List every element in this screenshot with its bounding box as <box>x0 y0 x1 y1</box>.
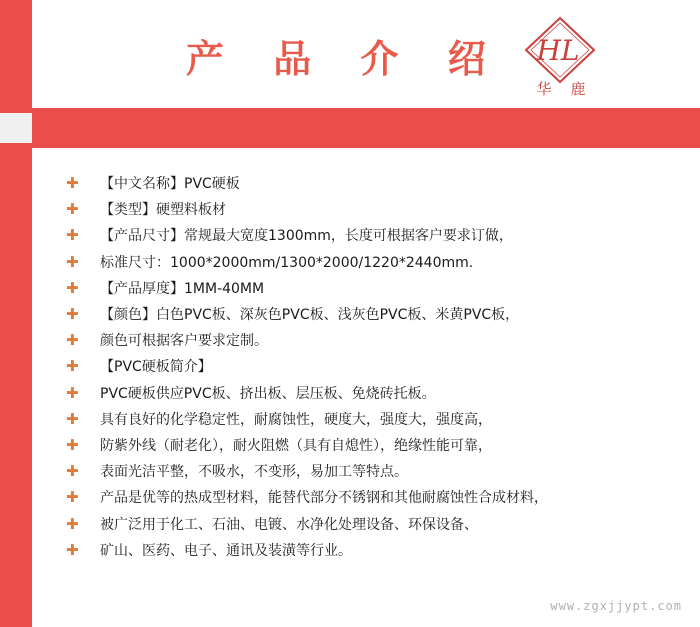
plus-icon: ✚ <box>66 383 79 402</box>
site-watermark: www.zgxjjypt.com <box>550 599 682 613</box>
list-item <box>60 537 548 563</box>
plus-icon: ✚ <box>66 357 79 376</box>
item-text: 被广泛用于化工、石油、电镀、水净化处理设备、环保设备、 <box>100 516 478 533</box>
plus-icon: ✚ <box>66 462 79 481</box>
hualu-logo <box>518 14 602 98</box>
item-text: 标准尺寸：1000*2000mm/1300*2000/1220*2440mm. <box>100 254 474 271</box>
item-text: 【颜色】白色PVC板、深灰色PVC板、浅灰色PVC板、米黄PVC板， <box>100 307 520 324</box>
list-item <box>60 301 548 327</box>
list-item <box>60 484 548 510</box>
logo-char-1: 华 <box>536 80 552 98</box>
list-item <box>60 458 548 484</box>
plus-icon: ✚ <box>66 540 79 559</box>
plus-icon: ✚ <box>66 488 79 507</box>
page-title: 产 品 介 绍 <box>186 36 504 81</box>
item-text: 【产品厚度】1MM-40MM <box>100 280 265 297</box>
plus-icon: ✚ <box>66 226 79 245</box>
plus-icon: ✚ <box>66 305 79 324</box>
item-text: 颜色可根据客户要求定制。 <box>100 333 268 350</box>
list-item <box>60 327 548 353</box>
list-item <box>60 275 548 301</box>
item-text: 产品是优等的热成型材料，能替代部分不锈钢和其他耐腐蚀性合成材料， <box>100 490 548 507</box>
list-item <box>60 406 548 432</box>
plus-icon: ✚ <box>66 278 79 297</box>
list-item <box>60 170 548 196</box>
band-notch <box>0 113 32 143</box>
plus-icon: ✚ <box>66 409 79 428</box>
list-item <box>60 249 548 275</box>
item-text: 矿山、医药、电子、通讯及装潢等行业。 <box>100 542 352 559</box>
list-item <box>60 222 548 248</box>
item-text: 【中文名称】PVC硬板 <box>100 176 240 193</box>
list-item <box>60 353 548 379</box>
item-text: 防紫外线（耐老化），耐火阻燃（具有自熄性），绝缘性能可靠， <box>100 437 492 454</box>
plus-icon: ✚ <box>66 200 79 219</box>
item-text: 具有良好的化学稳定性，耐腐蚀性，硬度大，强度大，强度高， <box>100 411 492 428</box>
item-text: 表面光洁平整，不吸水，不变形，易加工等特点。 <box>100 464 408 481</box>
logo-char-2: 鹿 <box>570 80 586 98</box>
product-info-list <box>60 170 548 563</box>
plus-icon: ✚ <box>66 252 79 271</box>
plus-icon: ✚ <box>66 514 79 533</box>
list-item <box>60 510 548 536</box>
plus-icon: ✚ <box>66 331 79 350</box>
item-text: 【产品尺寸】常规最大宽度1300mm，长度可根据客户要求订做， <box>100 228 513 245</box>
list-item <box>60 380 548 406</box>
plus-icon: ✚ <box>66 174 79 193</box>
list-item <box>60 196 548 222</box>
item-text: PVC硬板供应PVC板、挤出板、层压板、免烧砖托板。 <box>100 385 436 402</box>
logo-letters: HL <box>536 34 580 67</box>
left-accent-bar <box>0 0 32 627</box>
item-text: 【类型】硬塑料板材 <box>100 202 226 219</box>
red-header-band <box>0 108 700 148</box>
plus-icon: ✚ <box>66 435 79 454</box>
item-text: 【PVC硬板简介】 <box>100 359 212 376</box>
list-item <box>60 432 548 458</box>
